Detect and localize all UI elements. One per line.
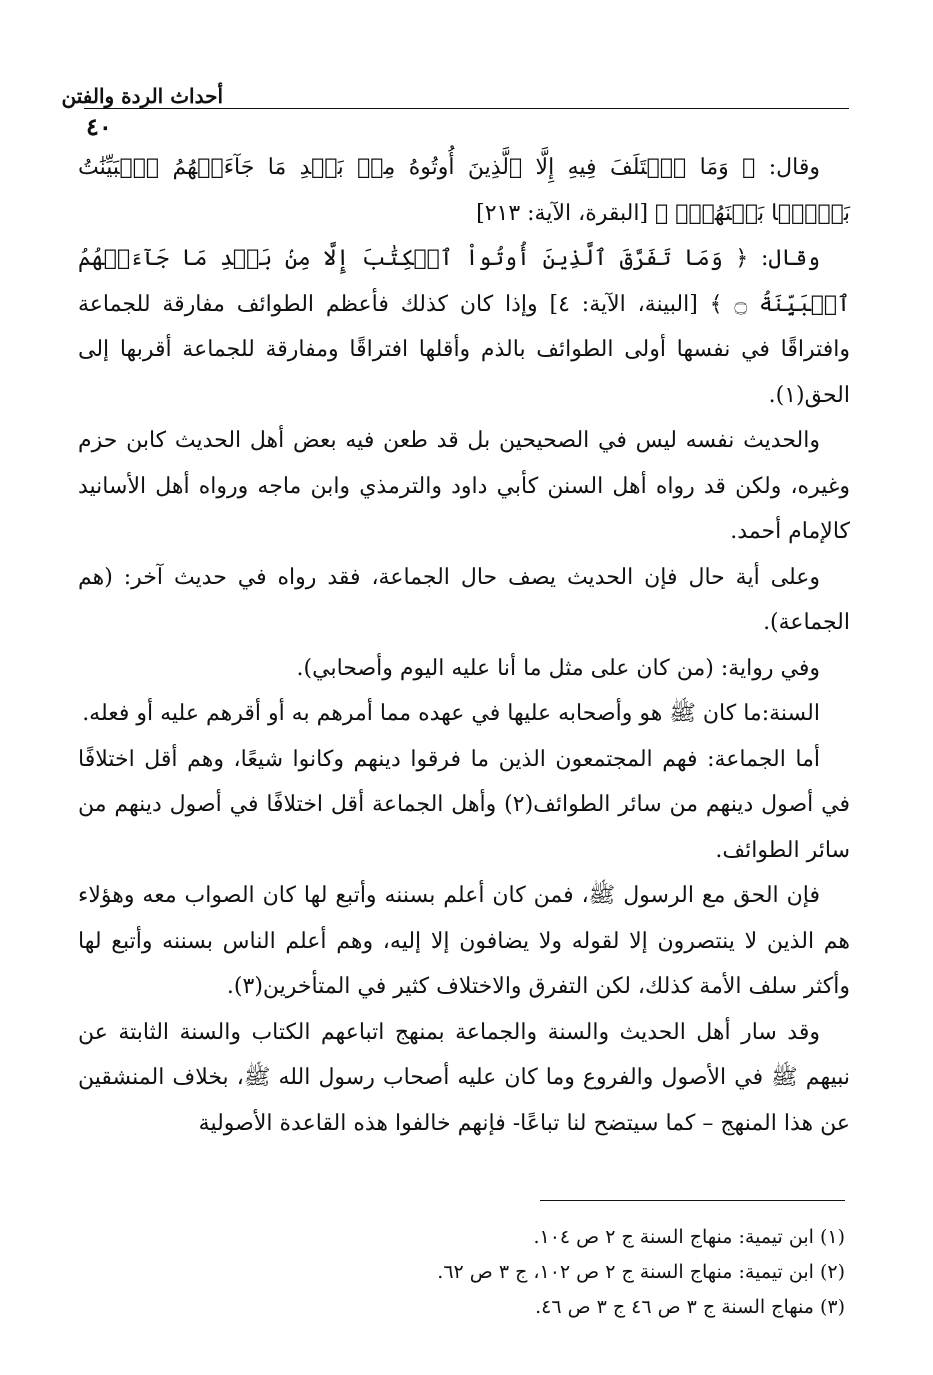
paragraph: وفي رواية: (من كان على مثل ما أنا عليه اليوم وأصحابي). — [296, 655, 820, 681]
paragraph: فإن الحق مع الرسول ﷺ، فمن كان أعلم بسننه وأتبع لها كان الصواب معه وهؤلاء هم الذين لا ينتصرون إلا لقوله ولا يضافون إلا إليه، وهم أعلم الناس بسننه وأتبع لها وأكثر سلف الأمة كذلك، لكن التفرق والاختلاف كثير في المتأخرين(٣). — [78, 883, 850, 999]
footnotes — [300, 1220, 845, 1325]
header-rule — [84, 108, 849, 109]
footnote: (٢) ابن تيمية: منهاج السنة ج ٢ ص ١٠٢، ج ٣ ص ٦٢. — [437, 1261, 845, 1283]
body-text — [78, 145, 850, 1146]
page-number: ٤٠ — [86, 112, 112, 141]
paragraph: وقد سار أهل الحديث والسنة والجماعة بمنهج اتباعهم الكتاب والسنة الثابتة عن نبيهم ﷺ في الأصول والفروع وما كان عليه أصحاب رسول الله ﷺ، بخلاف المنشقين عن هذا المنهج – كما سيتضح لنا تباعًا- فإنهم خالفوا هذه القاعدة الأصولية — [78, 1019, 850, 1136]
footnote-rule — [540, 1200, 845, 1201]
paragraph: أما الجماعة: فهم المجتمعون الذين ما فرقوا دينهم وكانوا شيعًا، وهم أقل اختلافًا في أصول دينهم من سائر الطوائف(٢) وأهل الجماعة أقل اختلافًا في أصول دينهم من سائر الطوائف. — [78, 746, 850, 863]
paragraph: والحديث نفسه ليس في الصحيحين بل قد طعن فيه بعض أهل الحديث كابن حزم وغيره، ولكن قد رواه أهل السنن كأبي داود والترمذي وابن ماجه ورواه أهل الأسانيد كالإمام أحمد. — [78, 428, 850, 544]
footnote: (٣) منهاج السنة ج ٣ ص ٤٦ ج ٣ ص ٤٦. — [535, 1296, 845, 1318]
footnote: (١) ابن تيمية: منهاج السنة ج ٢ ص ١٠٤. — [533, 1226, 845, 1248]
paragraph: وقال: ﴿ وَمَا تَفَرَّقَ ٱلَّذِينَ أُوتُواْ ٱلۡكِتَٰبَ إِلَّا مِنۢ بَعۡدِ مَا جَآءَتۡهُمُ ٱلۡبَيِّنَةُ ۝ ﴾ [البينة، الآية: ٤] وإذا كان كذلك فأعظم الطوائف مفارقة للجماعة وافتراقًا في نفسها أولى الطوائف بالذم وأقلها افتراقًا ومفارقة للجماعة أقربها إلى الحق(١). — [78, 246, 850, 408]
paragraph: وقال: ﴿ وَمَا ٱخۡتَلَفَ فِيهِ إِلَّا ٱلَّذِينَ أُوتُوهُ مِنۢ بَعۡدِ مَا جَآءَتۡهُمُ ٱلۡبَيِّنَٰتُ بَغۡيَۢا بَيۡنَهُمۡۖ ﴾ [البقرة، الآية: ٢١٣] — [78, 155, 850, 226]
paragraph: السنة:ما كان ﷺ هو وأصحابه عليها في عهده مما أمرهم به أو أقرهم عليه أو فعله. — [82, 701, 820, 726]
running-title: أحداث الردة والفتن — [61, 84, 223, 108]
paragraph: وعلى أية حال فإن الحديث يصف حال الجماعة، فقد رواه في حديث آخر: (هم الجماعة). — [78, 564, 850, 635]
